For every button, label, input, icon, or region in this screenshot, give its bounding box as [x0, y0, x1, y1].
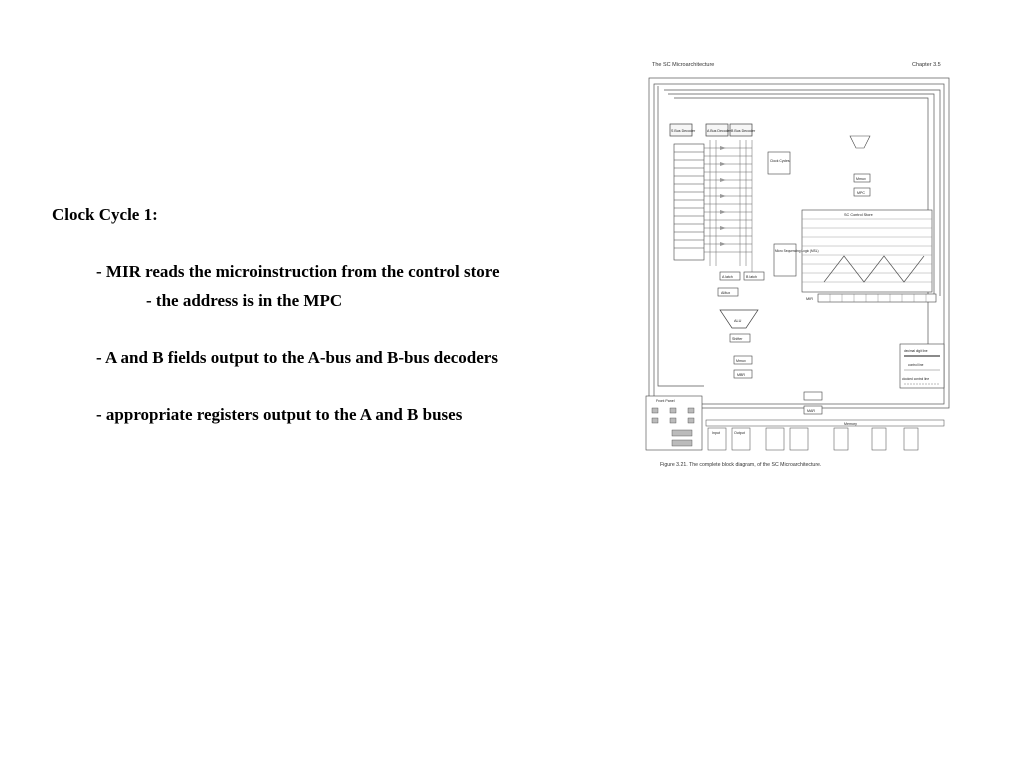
- sbus-decoder-label: S Bus Decoder: [671, 129, 696, 133]
- abus-decoder-label: A Bus Decoder: [707, 129, 731, 133]
- front-panel-label: Front Panel: [656, 399, 675, 403]
- legend-control-line: control line: [908, 363, 924, 367]
- mbr-label: MBR: [737, 373, 745, 377]
- memory-label: Memory: [844, 422, 857, 426]
- mmux-label: Mmux: [736, 359, 746, 363]
- slide-heading: Clock Cycle 1:: [52, 205, 158, 224]
- shifter-label: Shifter: [732, 337, 743, 341]
- input-label: Input: [712, 431, 720, 435]
- legend-decimal-digit-line: decimal digit line: [904, 349, 928, 353]
- block-diagram-figure: [644, 56, 954, 476]
- mar-label: MAR: [807, 409, 815, 413]
- block-diagram-svg: [644, 56, 954, 476]
- mmux-top-label: Mmux: [856, 177, 866, 181]
- mir-label: MIR: [806, 297, 813, 301]
- bbus-decoder-label: B Bus Decoder: [731, 129, 756, 133]
- alu-label: ALU: [734, 319, 742, 323]
- figure-caption: Figure 3.21. The complete block diagram, of the SC Microarchitecture.: [660, 462, 822, 468]
- sub-bullet-mpc: - the address is in the MPC: [146, 291, 343, 310]
- output-label: Output: [734, 431, 745, 435]
- control-store-label: SC Control Store: [844, 213, 873, 217]
- alatch-label: A latch: [722, 275, 733, 279]
- legend-clocked-control-line: clocked control line: [902, 377, 930, 381]
- msl-label: Micro Sequencing Logic (MSL): [775, 249, 819, 253]
- figure-header-right: Chapter 3.5: [912, 62, 941, 68]
- clock-cycles-label: Clock Cycles: [770, 159, 790, 163]
- mpc-label: MPC: [857, 191, 865, 195]
- blatch-label: B latch: [746, 275, 757, 279]
- amux-label: AMux: [721, 291, 731, 295]
- bullet-registers: - appropriate registers output to the A and B buses: [96, 405, 463, 424]
- bullet-decoders: - A and B fields output to the A-bus and B-bus decoders: [96, 348, 498, 367]
- figure-header-left: The SC Microarchitecture: [652, 62, 715, 68]
- bullet-mir: - MIR reads the microinstruction from the control store: [96, 262, 500, 281]
